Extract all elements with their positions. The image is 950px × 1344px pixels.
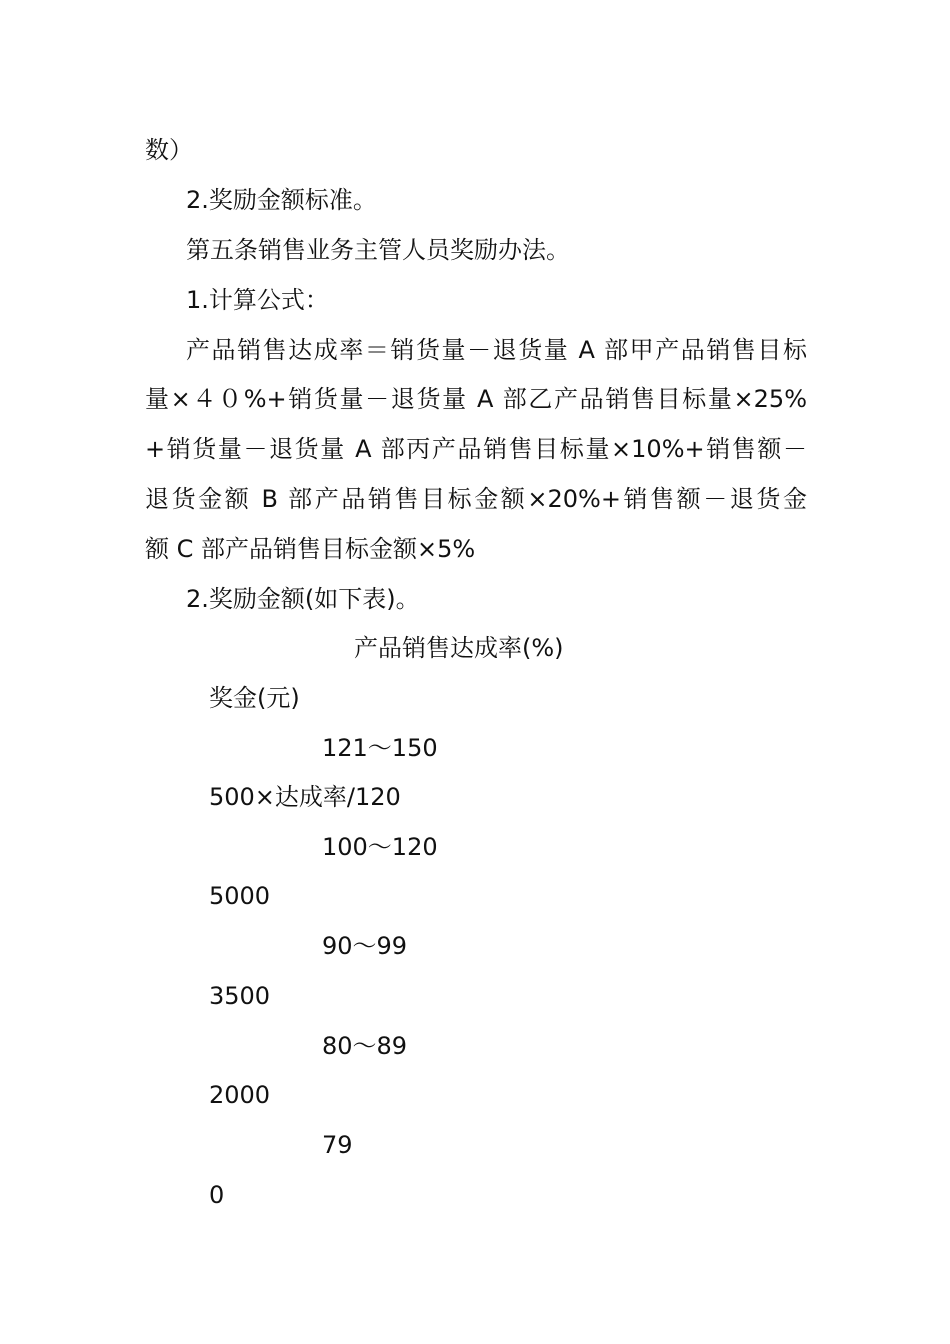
formula-line: 额 C 部产品销售目标金额×5% — [145, 535, 476, 563]
table-cell-rate: 79 — [322, 1131, 353, 1159]
formula-line: +销货量－退货量 A 部丙产品销售目标量×10%+销售额－ — [145, 435, 807, 463]
table-cell-rate: 100～120 — [322, 833, 438, 861]
table-header-rate: 产品销售达成率(%) — [354, 634, 564, 662]
text-line: 数） — [145, 136, 193, 164]
formula-line: 量×４０%+销货量－退货量 A 部乙产品销售目标量×25% — [145, 385, 807, 413]
table-cell-rate: 90～99 — [322, 932, 408, 960]
table-cell-rate: 121～150 — [322, 734, 438, 762]
formula-line: 退货金额 B 部产品销售目标金额×20%+销售额－退货金 — [145, 485, 807, 513]
table-cell-bonus: 500×达成率/120 — [209, 783, 401, 811]
table-cell-bonus: 2000 — [209, 1081, 271, 1109]
table-cell-bonus: 5000 — [209, 882, 271, 910]
table-cell-bonus: 3500 — [209, 982, 271, 1010]
table-header-bonus: 奖金(元) — [209, 684, 300, 712]
text-line: 1.计算公式： — [186, 286, 329, 314]
section-heading: 第五条销售业务主管人员奖励办法。 — [186, 236, 570, 264]
table-cell-rate: 80～89 — [322, 1032, 408, 1060]
table-cell-bonus: 0 — [209, 1181, 225, 1209]
text-line: 2.奖励金额(如下表)。 — [186, 585, 420, 613]
formula-line: 产品销售达成率＝销货量－退货量 A 部甲产品销售目标 — [186, 336, 807, 364]
text-line: 2.奖励金额标准。 — [186, 186, 377, 214]
